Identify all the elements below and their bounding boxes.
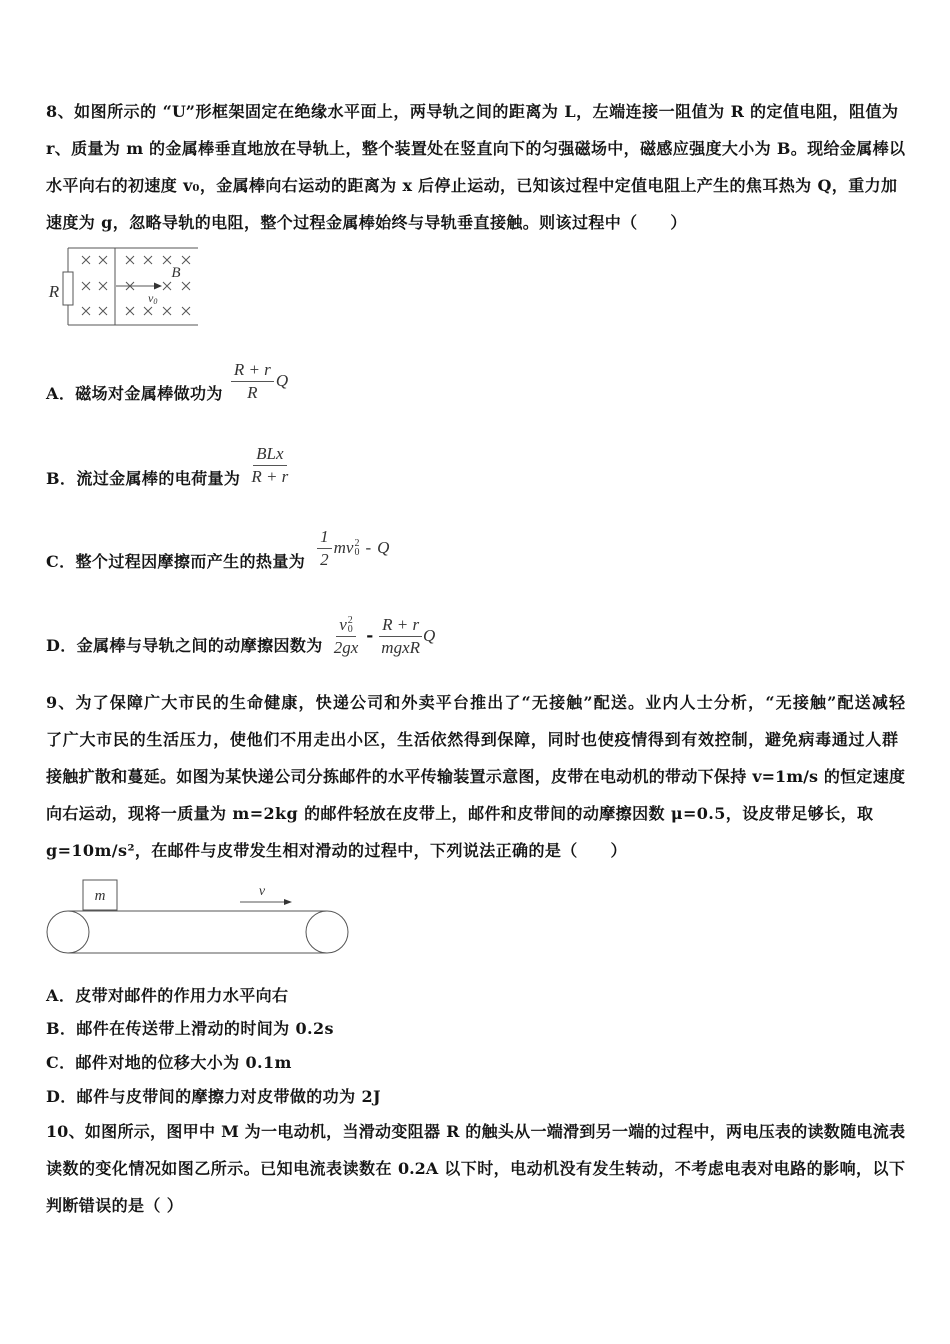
heat-symbol: Q (423, 626, 436, 645)
option-text: D．金属棒与导轨之间的动摩擦因数为 (46, 635, 323, 655)
field-cross (163, 282, 171, 290)
question-10-line-1: 10、如图所示，图甲中 M 为一电动机，当滑动变阻器 R 的触头从一端滑到另一端的过程中，两电压表的读数随电流表 (46, 1122, 905, 1141)
field-cross (99, 256, 107, 264)
exponent-stack (354, 539, 359, 557)
field-cross (126, 307, 134, 315)
fraction-numerator: 1 (317, 526, 332, 549)
fraction (331, 614, 362, 659)
question-10-line-3: 判断错误的是（ ） (46, 1196, 184, 1215)
option-text: C．整个过程因摩擦而产生的热量为 (46, 551, 306, 571)
field-cross (82, 307, 90, 315)
heat-symbol: Q (275, 371, 289, 390)
option-8a (46, 359, 289, 403)
resistor-label: R (48, 282, 60, 301)
field-cross (144, 307, 152, 315)
mass-label: m (94, 888, 106, 904)
field-cross (182, 256, 190, 264)
conveyor-belt-figure (40, 872, 360, 964)
fraction-numerator (336, 614, 356, 637)
option-8b (46, 443, 291, 488)
fraction (248, 443, 291, 488)
fraction-numerator: R + r (379, 614, 422, 637)
question-10-line-2: 读数的变化情况如图乙所示。已知电流表读数在 0.2A 以下时，电动机没有发生转动，不考虑电表对电路的影响，以下 (46, 1159, 905, 1178)
option-formula (231, 359, 288, 404)
exponent-stack (348, 616, 353, 634)
superscript: 2 (347, 614, 353, 626)
fraction (231, 359, 274, 404)
option-8c (46, 526, 390, 571)
question-8-line-4: 速度为 g，忽略导轨的电阻，整个过程金属棒始终与导轨垂直接触。则该过程中（ ） (46, 213, 687, 232)
velocity-label (148, 291, 157, 306)
question-9-line-1: 9、为了保障广大市民的生命健康，快递公司和外卖平台推出了“无接触”配送。业内人士分析，“无接触”配送减轻 (46, 693, 905, 712)
question-9-line-2: 了广大市民的生活压力，使他们不用走出小区，生活依然得到保障，同时也使疫情得到有效控制，避免病毒通过人群 (46, 730, 898, 749)
field-cross (182, 282, 190, 290)
field-cross (163, 307, 171, 315)
subscript: 0 (354, 547, 360, 558)
fraction-numerator: BLx (253, 443, 286, 466)
left-pulley (47, 911, 89, 953)
fraction-denominator: R (247, 382, 258, 402)
superscript: 2 (354, 538, 360, 549)
velocity-symbol: v (339, 614, 347, 634)
option-9b: B．邮件在传送带上滑动的时间为 0.2s (46, 1019, 334, 1038)
fraction-denominator: 2 (320, 549, 329, 569)
fraction (317, 526, 332, 571)
option-9a: A．皮带对邮件的作用力水平向右 (46, 986, 289, 1005)
fraction (378, 614, 423, 659)
right-pulley (306, 911, 348, 953)
option-text: A．磁场对金属棒做功为 (46, 383, 223, 403)
field-cross (163, 256, 171, 264)
option-9c: C．邮件对地的位移大小为 0.1m (46, 1053, 292, 1072)
field-cross (82, 282, 90, 290)
field-cross (99, 282, 107, 290)
resistor (63, 272, 73, 305)
question-8-line-1: 8、如图所示的 “U”形框架固定在绝缘水平面上，两导轨之间的距离为 L，左端连接一阻值为 R 的定值电阻，阻值为 (46, 102, 898, 121)
option-8d (46, 614, 436, 657)
field-cross (144, 256, 152, 264)
option-formula (317, 526, 389, 571)
subscript: 0 (347, 623, 353, 635)
velocity-arrow-head (154, 283, 162, 290)
field-cross (126, 256, 134, 264)
fraction-denominator: R + r (251, 466, 289, 486)
option-formula (331, 614, 436, 659)
field-label: B (171, 265, 181, 281)
rail-circuit-figure (40, 240, 210, 335)
question-9-line-3: 接触扩散和蔓延。如图为某快递公司分拣邮件的水平传输装置示意图，皮带在电动机的带动下保持 v=1m/s 的恒定速度 (46, 767, 905, 786)
velocity-subscript: 0 (153, 297, 158, 306)
option-9d: D．邮件与皮带间的摩擦力对皮带做的功为 2J (46, 1087, 381, 1106)
heat-symbol: Q (377, 538, 390, 557)
minus-sign: - (366, 626, 374, 646)
mass-velocity-term: mv (333, 538, 354, 557)
field-cross (99, 307, 107, 315)
question-8-line-2: r、质量为 m 的金属棒垂直地放在导轨上，整个装置处在竖直向下的匀强磁场中，磁感应强度大小为 B。现给金属棒以 (46, 139, 905, 158)
velocity-symbol: v (148, 291, 154, 305)
field-cross (182, 307, 190, 315)
fraction-denominator: mgxR (381, 637, 421, 657)
question-9-line-5: g=10m/s²，在邮件与皮带发生相对滑动的过程中，下列说法正确的是（ ） (46, 841, 627, 860)
minus-sign: - (365, 538, 372, 557)
belt-velocity-arrow-head (284, 899, 292, 905)
field-cross (82, 256, 90, 264)
question-9-line-4: 向右运动，现将一质量为 m=2kg 的邮件轻放在皮带上，邮件和皮带间的动摩擦因数 μ=0.5，设皮带足够长，取 (46, 804, 874, 823)
option-text: B．流过金属棒的电荷量为 (46, 468, 241, 488)
question-8-line-3: 水平向右的初速度 v₀，金属棒向右运动的距离为 x 后停止运动，已知该过程中定值电阻上产生的焦耳热为 Q，重力加 (46, 176, 897, 195)
option-formula (248, 443, 291, 488)
fraction-denominator: 2gx (333, 637, 359, 657)
belt-velocity-label: v (258, 884, 266, 899)
fraction-numerator: R + r (231, 359, 274, 382)
